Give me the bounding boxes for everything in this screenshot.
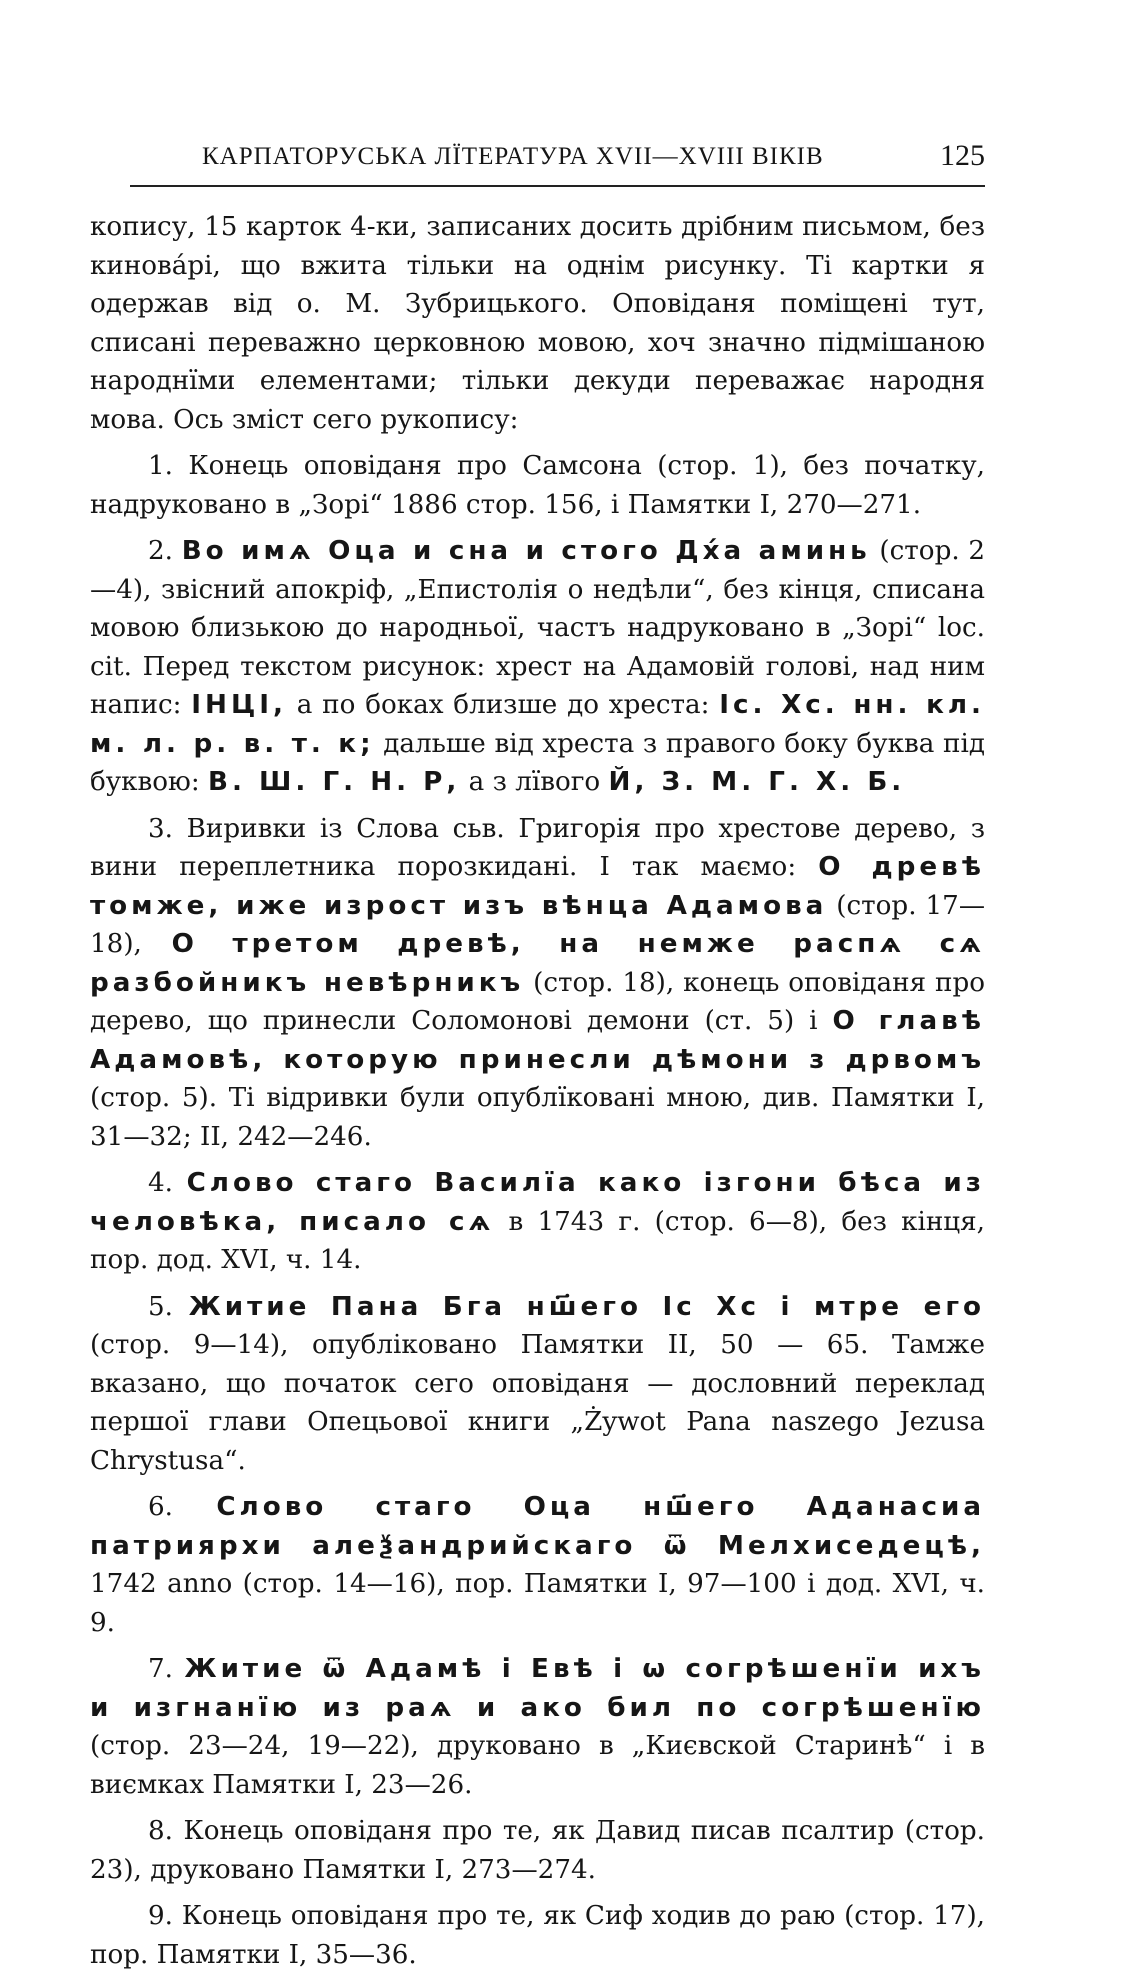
entry-text: 2. bbox=[148, 536, 182, 566]
church-slavonic-title: ІНЦІ, bbox=[191, 690, 287, 720]
entry-text: 7. bbox=[148, 1654, 185, 1684]
entry-text: а по боках близше до хреста: bbox=[286, 690, 720, 720]
church-slavonic-title: В. Ш. Г. Н. Р, bbox=[208, 767, 461, 797]
church-slavonic-title: Й, З. М. Г. Х. Б. bbox=[608, 767, 906, 797]
church-slavonic-title: О главѣ Адамовѣ, которую принесли дѣмони з дрвомъ bbox=[90, 1006, 985, 1075]
entry-text: 8. Конець оповіданя про те, як Давид писав псалтир (стор. 23), друковано Памятки I, 273—274. bbox=[90, 1816, 985, 1885]
running-header bbox=[130, 131, 985, 187]
entry-text: 5. bbox=[148, 1291, 189, 1322]
church-slavonic-title: Житие ѿ Адамѣ і Евѣ і ѡ согрѣшенїи ихъ и изгнанїю из раѧ и ако бил по согрѣшенїю bbox=[90, 1654, 985, 1723]
church-slavonic-title: Житие Пана Бга нш҃его Іс Хс і мтре его bbox=[188, 1291, 986, 1322]
body-text bbox=[90, 208, 985, 1974]
entry-text: (стор. 9—14), опубліковано Памятки II, 50 — 65. Тамже вказано, що початок сего оповіданя — дословний переклад першої глави Опецьової книги „Żywot Pana naszego Jezusa Chrystusa“. bbox=[90, 1330, 985, 1476]
entry-text: 3. Виривки із Слова сьв. Григорія про хрестове дерево, з вини переплетника порозкидані. І так маємо: bbox=[90, 813, 985, 882]
entry-text: 1. Конець оповіданя про Самсона (стор. 1), без початку, надруковано в „Зорі“ 1886 стор. 156, і Памятки I, 270—271. bbox=[90, 451, 985, 520]
entry-6 bbox=[90, 1488, 985, 1642]
entry-3 bbox=[90, 810, 985, 1157]
entry-text: (стор. 5). Ті відривки були опублїковані мною, див. Памятки I, 31—32; II, 242—246. bbox=[90, 1083, 985, 1152]
entry-2 bbox=[90, 532, 985, 802]
running-title: КАРПАТОРУСЬКА ЛЇТЕРАТУРА XVII—XVIII ВІКІВ bbox=[202, 143, 824, 170]
intro-paragraph: копису, 15 карток 4-ки, записаних досить дрібним письмом, без кинова́рі, що вжита тільки на однім рисунку. Ті картки я одержав від о. М. Зубрицького. Оповіданя поміщені тут, списані переважно церковною мовою, хоч значно підмішаною народнїми елементами; тільки декуди переважає народня мова. Ось зміст сего рукопису: bbox=[90, 212, 985, 435]
entry-text: (стор. 2—4), звісний апокріф, „Епистолія о недѣли“, без кінця, списана мовою близькою до народньої, частъ надруковано в „Зорі“ loc. cit. Перед текстом рисунок: хрест на Адамовій голові, над ним напис: bbox=[90, 536, 986, 720]
church-slavonic-title: Іс. Хс. нн. кл. м. л. р. в. т. к; bbox=[90, 690, 985, 759]
church-slavonic-title: Слово стаго Василїа како ізгони бѣса из человѣка, писало сѧ bbox=[90, 1168, 985, 1237]
entry-5 bbox=[90, 1288, 985, 1481]
church-slavonic-title: Во имѧ Оца и сна и стого Дх́а аминь bbox=[181, 536, 871, 566]
page-number: 125 bbox=[940, 139, 985, 172]
entry-text: 4. bbox=[148, 1168, 187, 1198]
entry-4 bbox=[90, 1164, 985, 1280]
entry-1 bbox=[90, 447, 985, 524]
church-slavonic-title: Слово стаго Оца нш҃его Аданасиа патриярхи алеѯандрийскаго ѿ Мелхиседецѣ, bbox=[90, 1492, 986, 1561]
entry-8 bbox=[90, 1812, 985, 1889]
entry-7 bbox=[90, 1650, 985, 1804]
entry-text: 1742 anno (стор. 14—16), пор. Памятки I, 97—100 і дод. XVI, ч. 9. bbox=[90, 1569, 985, 1638]
entry-9 bbox=[90, 1897, 985, 1974]
entry-text: а з лївого bbox=[460, 767, 609, 797]
entry-text: (стор. 17—18), bbox=[90, 890, 986, 959]
entry-text: (стор. 23—24, 19—22), друковано в „Києвской Старинѣ“ і в виємках Памятки I, 23—26. bbox=[90, 1731, 985, 1800]
entry-text: 6. bbox=[148, 1492, 217, 1522]
church-slavonic-title: О древѣ томже, иже изрост изъ вѣнца Адамова bbox=[90, 852, 985, 921]
entry-text: 9. Конець оповіданя про те, як Сиф ходив до раю (стор. 17), пор. Памятки I, 35—36. bbox=[90, 1901, 985, 1970]
entry-text: дальше від хреста з правого боку буква під буквою: bbox=[90, 728, 985, 797]
entry-text: в 1743 г. (стор. 6—8), без кінця, пор. дод. XVI, ч. 14. bbox=[90, 1206, 985, 1275]
entry-text: (стор. 18), конець оповіданя про дерево, що принесли Соломонові демони (ст. 5) і bbox=[90, 967, 986, 1036]
church-slavonic-title: О третом древѣ, на немже распѧ сѧ разбойникъ невѣрникъ bbox=[90, 929, 985, 998]
